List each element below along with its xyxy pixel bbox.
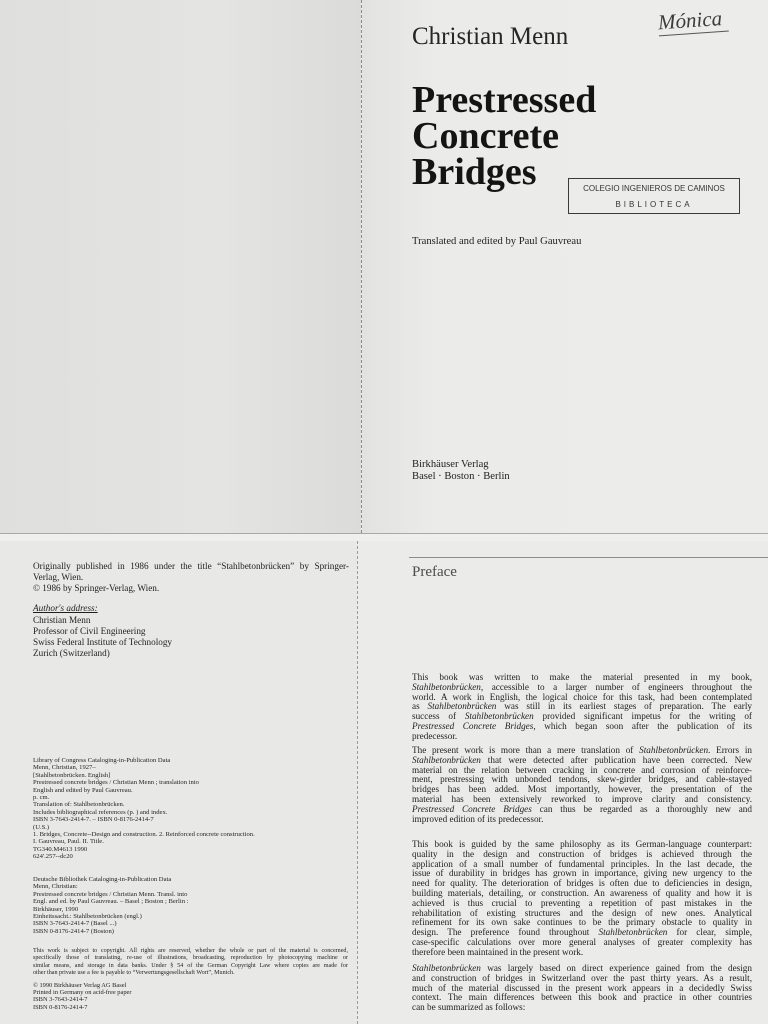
preface-text: therefore been maintained in the present work.: [412, 946, 584, 957]
preface-text: and construction of bridges in Switzerland over the past thirty years. As a result,: [412, 972, 752, 983]
text-line: This work is subject to copyright. All rights are reserved, whether the whole or part of the material is concerned,: [33, 948, 348, 954]
text-line: © 1990 Birkhäuser Verlag AG Basel: [33, 982, 127, 989]
scan-seam: [0, 533, 768, 534]
book-title-italic: Stahlbetonbrücken: [412, 681, 481, 692]
preface-text: predecessor.: [412, 730, 458, 741]
preface-text: need for quality. The deterioration of bridges is often due to deficiencies in design,: [412, 878, 752, 889]
preface-text: This book is guided by the same philosophy as its German-language counterpart:: [412, 839, 752, 849]
author-address-label: Author's address:: [33, 603, 98, 613]
preface-text: success of: [412, 711, 465, 722]
address-line: Professor of Civil Engineering: [33, 626, 146, 636]
text-line: TG340.M4613 1990: [33, 845, 88, 853]
preface-text: building materials, detailing, or construction. An awareness of quality and how it is: [412, 887, 752, 898]
text-line: English and edited by Paul Gauvreau.: [33, 786, 133, 794]
library-stamp: [568, 178, 740, 214]
text-line: similar means, and storage in data banks. Under § 54 of the German Copyright Law where copies are made for: [33, 962, 348, 969]
address-line: Christian Menn: [33, 615, 91, 625]
preface-text: quality in the design and construction of bridges is achieved through the: [412, 848, 752, 859]
preface-line: [412, 1003, 752, 1013]
text-line: Menn, Christian, 1927–: [33, 764, 96, 772]
book-title-line: Prestressed: [412, 79, 597, 121]
book-title-line: Bridges: [412, 151, 537, 193]
stamp-line: COLEGIO INGENIEROS DE CAMINOS: [583, 184, 725, 193]
preface-text: design. The preference found throughout: [412, 927, 599, 938]
text-line: ISBN 3-7643-2414-7: [33, 996, 88, 1004]
text-line: [Stahlbetonbrücken. English]: [33, 771, 111, 779]
blank-page: [0, 0, 361, 533]
text-line: p. cm.: [33, 794, 50, 802]
text-line: Prestressed concrete bridges / Christian Menn ; translation into: [33, 779, 199, 787]
preface-text: can thus be regarded as a thoroughly new and: [531, 803, 752, 814]
author-address: [33, 615, 172, 659]
text-line: other than private use a fee is payable to “Verwertungsgesellschaft Wort”, Munich.: [33, 970, 235, 977]
preface-text: The present work is more than a mere translation of: [412, 745, 640, 755]
preface-text: context. The main differences between this book and practice in other countries: [412, 992, 752, 1003]
text-line: Includes bibliographical references (p. ) and index.: [33, 808, 168, 816]
address-line: Zurich (Switzerland): [33, 648, 110, 658]
preface-text: material has been extensively reworked to improve clarity and consistency.: [412, 793, 752, 804]
preface-line: [412, 948, 752, 958]
preface-text: This book was written to make the material presented in my book,: [412, 672, 752, 682]
text-line: ISBN 0-8176-2414-7 (Boston): [33, 927, 114, 935]
text-line: ISBN 3-7643-2414-7 (Basel ...): [33, 920, 117, 928]
preface-text: much of the material discussed in the present work appears in a decidedly Swiss: [412, 982, 752, 993]
publisher-block: [412, 459, 510, 483]
preface-text: for clear, simple,: [667, 927, 752, 938]
preface-line: [412, 732, 752, 742]
imprint-block: [33, 982, 131, 1011]
text-line: (U.S.): [33, 823, 50, 831]
origin-line: © 1986 by Springer-Verlag, Wien.: [33, 583, 160, 593]
book-title-italic: Prestressed Concrete Bridges: [412, 803, 532, 814]
book-title: [412, 79, 597, 193]
publisher-name: Birkhäuser Verlag: [412, 459, 489, 470]
preface-line: [412, 815, 752, 825]
title-page: [362, 0, 768, 533]
address-line: Swiss Federal Institute of Technology: [33, 637, 173, 647]
preface-text: , which began soon after the publication of its: [533, 720, 752, 731]
cip-heading: Deutsche Bibliothek Cataloging-in-Publication Data: [33, 876, 172, 883]
text-line: Birkhäuser, 1990: [33, 905, 79, 913]
author-name: Christian Menn: [412, 23, 569, 50]
rights-notice: [33, 948, 348, 978]
preface-text: case-specific calculations over more general analyses of greater complexity has: [412, 936, 752, 947]
preface-heading: Preface: [412, 564, 457, 580]
book-title-italic: Stahlbetonbrücken: [639, 745, 709, 755]
preface-text: can be summarized as follows:: [412, 1002, 526, 1013]
cip-heading: Library of Congress Cataloging-in-Publication Data: [33, 757, 171, 764]
book-title-italic: Prestressed Concrete Bridges: [412, 720, 534, 731]
stamp-line: BIBLIOTECA: [615, 200, 693, 209]
preface-text: improved edition of its predecessor.: [412, 813, 544, 824]
preface-text: was still in its earliest stages of preparation. The early: [496, 701, 752, 712]
preface-paragraph: [412, 840, 752, 958]
preface-text: ment, prestressing with unbonded tendons, skew-girder bridges, and cable-stayed: [412, 774, 752, 785]
text-line: ISBN 0-8176-2414-7: [33, 1003, 88, 1011]
book-title-italic: Stahlbetonbrücken: [598, 927, 668, 938]
preface-text: as: [412, 701, 428, 712]
book-title-italic: Stahlbetonbrücken: [412, 754, 481, 765]
cip-lines: [33, 883, 188, 935]
preface-text: bridges has been added. Most importantly, however, the presentation of the: [412, 784, 752, 795]
text-line: specifically those of translating, re-use of illustrations, broadcasting, reproduction by photocopying machine or: [33, 955, 348, 962]
book-title-italic: Stahlbetonbrücken: [427, 701, 497, 712]
translator-credit: Translated and edited by Paul Gauvreau: [412, 236, 582, 247]
copyright-page: [0, 541, 357, 1024]
preface-text: rehabilitation of existing structures and the design of new ones. Analytical: [412, 907, 752, 918]
publisher-cities: Basel · Boston · Berlin: [412, 471, 510, 482]
text-line: 1. Bridges, Concrete--Design and construction. 2. Reinforced concrete construction.: [33, 831, 255, 839]
preface-text: that were detected after publication have been corrected. New: [480, 754, 752, 765]
preface-paragraph: [412, 673, 752, 742]
page-gutter: [357, 541, 358, 1024]
preface-text: provided significant impetus for the writing of: [533, 711, 752, 722]
preface-line: [412, 722, 752, 732]
preface-text: world. A work in English, the logical choice for this task, had been contemplated: [412, 691, 752, 702]
db-cip-block: [33, 876, 188, 935]
origin-line: Originally published in 1986 under the title “Stahlbetonbrücken” by Springer-: [33, 561, 349, 571]
preface-text: . Errors in: [708, 745, 752, 755]
preface-text: application of a small number of fundamental principles. In the last decade, the: [412, 858, 752, 869]
page-gutter: [361, 0, 362, 533]
preface-paragraph: [412, 746, 752, 824]
text-line: ISBN 3-7643-2414-7. – ISBN 0-8176-2414-7: [33, 816, 154, 824]
header-rule: [409, 557, 768, 558]
preface-text: , accessible to a larger number of engineers throughout the: [480, 681, 752, 692]
text-line: 624'.257--dc20: [33, 853, 73, 861]
text-line: Engl. and ed. by Paul Gauvreau. – Basel ; Boston ; Berlin :: [33, 898, 189, 906]
loc-cip-block: [33, 757, 255, 861]
book-title-line: Concrete: [412, 115, 560, 157]
origin-line: Verlag, Wien.: [33, 572, 84, 582]
preface-text: material on the relation between cracking in concrete and corrosion of reinforce-: [412, 764, 752, 775]
book-title-italic: Stahlbetonbrücken: [464, 711, 534, 722]
text-line: Einheitssacht.: Stahlbetonbrücken (engl.): [33, 913, 142, 921]
handwritten-signature: Mónica: [657, 6, 729, 37]
preface-text: refinement for its own sake continues to be the primary obstacle to quality in: [412, 917, 752, 928]
original-publication-note: [33, 561, 349, 594]
text-line: I. Gauvreau, Paul. II. Title.: [33, 838, 104, 846]
book-title-italic: Stahlbetonbrücken: [412, 963, 481, 973]
preface-text: was largely based on direct experience gained from the design: [480, 963, 752, 973]
preface-text: achieved is thus crucial to preventing a repetition of past mistakes in the: [412, 897, 752, 908]
preface-page: [358, 541, 768, 1024]
preface-text: issue of durability in bridges has grown in importance, giving new urgency to the: [412, 868, 752, 879]
preface-paragraph: [412, 964, 752, 1013]
text-line: Menn, Christian:: [33, 883, 78, 891]
text-line: Printed in Germany on acid-free paper: [33, 989, 132, 997]
text-line: Prestressed concrete bridges / Christian Menn. Transl. into: [33, 890, 188, 898]
text-line: Translation of: Stahlbetonbrücken.: [33, 801, 125, 809]
cip-lines: [33, 764, 255, 860]
